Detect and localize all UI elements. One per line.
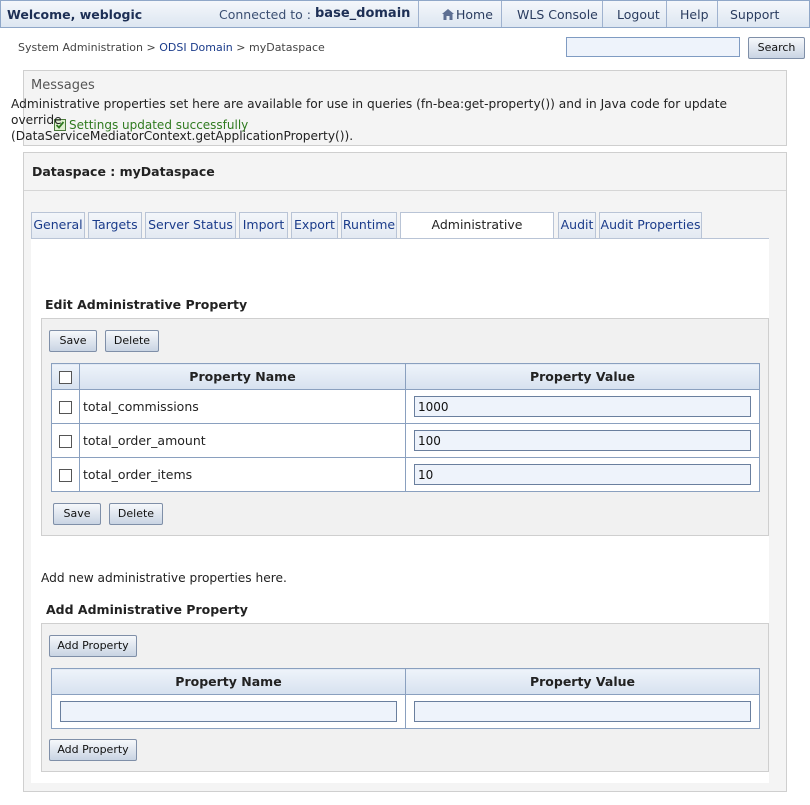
table-row — [52, 390, 760, 424]
connected-label: Connected to : — [219, 7, 312, 22]
row-select-cell — [52, 390, 80, 424]
property-value-input[interactable] — [414, 430, 751, 451]
table-row — [52, 458, 760, 492]
property-name-cell: total_commissions — [80, 390, 406, 424]
row-checkbox[interactable] — [59, 401, 72, 414]
row-select-cell — [52, 458, 80, 492]
add-description: Add new administrative properties here. — [41, 571, 287, 585]
table-row — [52, 695, 760, 729]
tab-import[interactable]: Import — [239, 212, 288, 238]
nav-separator — [501, 1, 502, 27]
tab-server-status[interactable]: Server Status — [145, 212, 236, 238]
tab-runtime[interactable]: Runtime — [341, 212, 397, 238]
breadcrumb-separator: > — [236, 41, 246, 54]
property-value-cell — [406, 390, 760, 424]
nav-separator — [418, 1, 419, 27]
nav-home-label: Home — [456, 7, 493, 22]
new-property-name-input[interactable] — [60, 701, 397, 722]
add-heading: Add Administrative Property — [46, 602, 248, 617]
new-name-cell — [52, 695, 406, 729]
property-name-cell: total_order_amount — [80, 424, 406, 458]
edit-heading: Edit Administrative Property — [45, 297, 248, 312]
description-line: Administrative properties set here are available for use in queries (fn-bea:get-property()) and in Java code for update override — [11, 97, 728, 127]
search-button[interactable]: Search — [748, 37, 805, 59]
tab-export[interactable]: Export — [291, 212, 338, 238]
save-button[interactable]: Save — [49, 330, 97, 352]
messages-title: Messages — [31, 78, 95, 93]
description-line: (DataServiceMediatorContext.getApplicationProperty()). — [11, 129, 354, 143]
select-all-checkbox[interactable] — [59, 371, 72, 384]
welcome-text: Welcome, weblogic — [7, 7, 143, 22]
nav-help[interactable]: Help — [680, 7, 709, 22]
new-value-cell — [406, 695, 760, 729]
nav-support[interactable]: Support — [730, 7, 780, 22]
tab-administrative-properties[interactable]: Administrative — [400, 212, 554, 239]
row-checkbox[interactable] — [59, 469, 72, 482]
description — [11, 96, 751, 144]
save-button-bottom[interactable]: Save — [53, 503, 101, 525]
divider — [24, 190, 786, 191]
property-value-cell — [406, 458, 760, 492]
property-value-input[interactable] — [414, 464, 751, 485]
column-header-property-name: Property Name — [52, 669, 406, 695]
column-header-property-value: Property Value — [406, 669, 760, 695]
nav-wls-console[interactable]: WLS Console — [517, 7, 598, 22]
add-property-button[interactable]: Add Property — [49, 635, 137, 657]
table-header-row — [52, 669, 760, 695]
property-name-cell: total_order_items — [80, 458, 406, 492]
breadcrumb-separator: > — [146, 41, 156, 54]
nav-separator — [717, 1, 718, 27]
new-property-value-input[interactable] — [414, 701, 751, 722]
nav-separator — [666, 1, 667, 27]
row-select-cell — [52, 424, 80, 458]
search-input[interactable] — [566, 37, 740, 57]
nav-separator — [602, 1, 603, 27]
nav-logout[interactable]: Logout — [617, 7, 660, 22]
add-property-table — [51, 668, 760, 729]
table-header-row — [52, 364, 760, 390]
property-value-cell — [406, 424, 760, 458]
tab-audit-properties[interactable]: Audit Properties — [599, 212, 702, 238]
breadcrumb-odsi-domain[interactable]: ODSI Domain — [159, 41, 233, 54]
success-text: Settings updated successfully — [69, 118, 249, 132]
nav-home[interactable] — [442, 7, 493, 22]
tab-targets[interactable]: Targets — [88, 212, 142, 238]
table-row — [52, 424, 760, 458]
top-bar — [0, 0, 810, 28]
tab-general[interactable]: General — [31, 212, 85, 238]
home-icon — [442, 9, 454, 20]
breadcrumb-current: myDataspace — [249, 41, 325, 54]
column-header-property-name: Property Name — [80, 364, 406, 390]
delete-button-bottom[interactable]: Delete — [109, 503, 163, 525]
properties-table — [51, 363, 760, 492]
domain-name: base_domain — [315, 6, 411, 21]
select-all-cell — [52, 364, 80, 390]
tab-audit[interactable]: Audit — [558, 212, 596, 238]
row-checkbox[interactable] — [59, 435, 72, 448]
add-property-button-bottom[interactable]: Add Property — [49, 739, 137, 761]
delete-button[interactable]: Delete — [105, 330, 159, 352]
property-value-input[interactable] — [414, 396, 751, 417]
dataspace-title: Dataspace : myDataspace — [32, 164, 215, 179]
breadcrumb-root[interactable]: System Administration — [18, 41, 144, 54]
breadcrumb — [18, 41, 325, 54]
column-header-property-value: Property Value — [406, 364, 760, 390]
